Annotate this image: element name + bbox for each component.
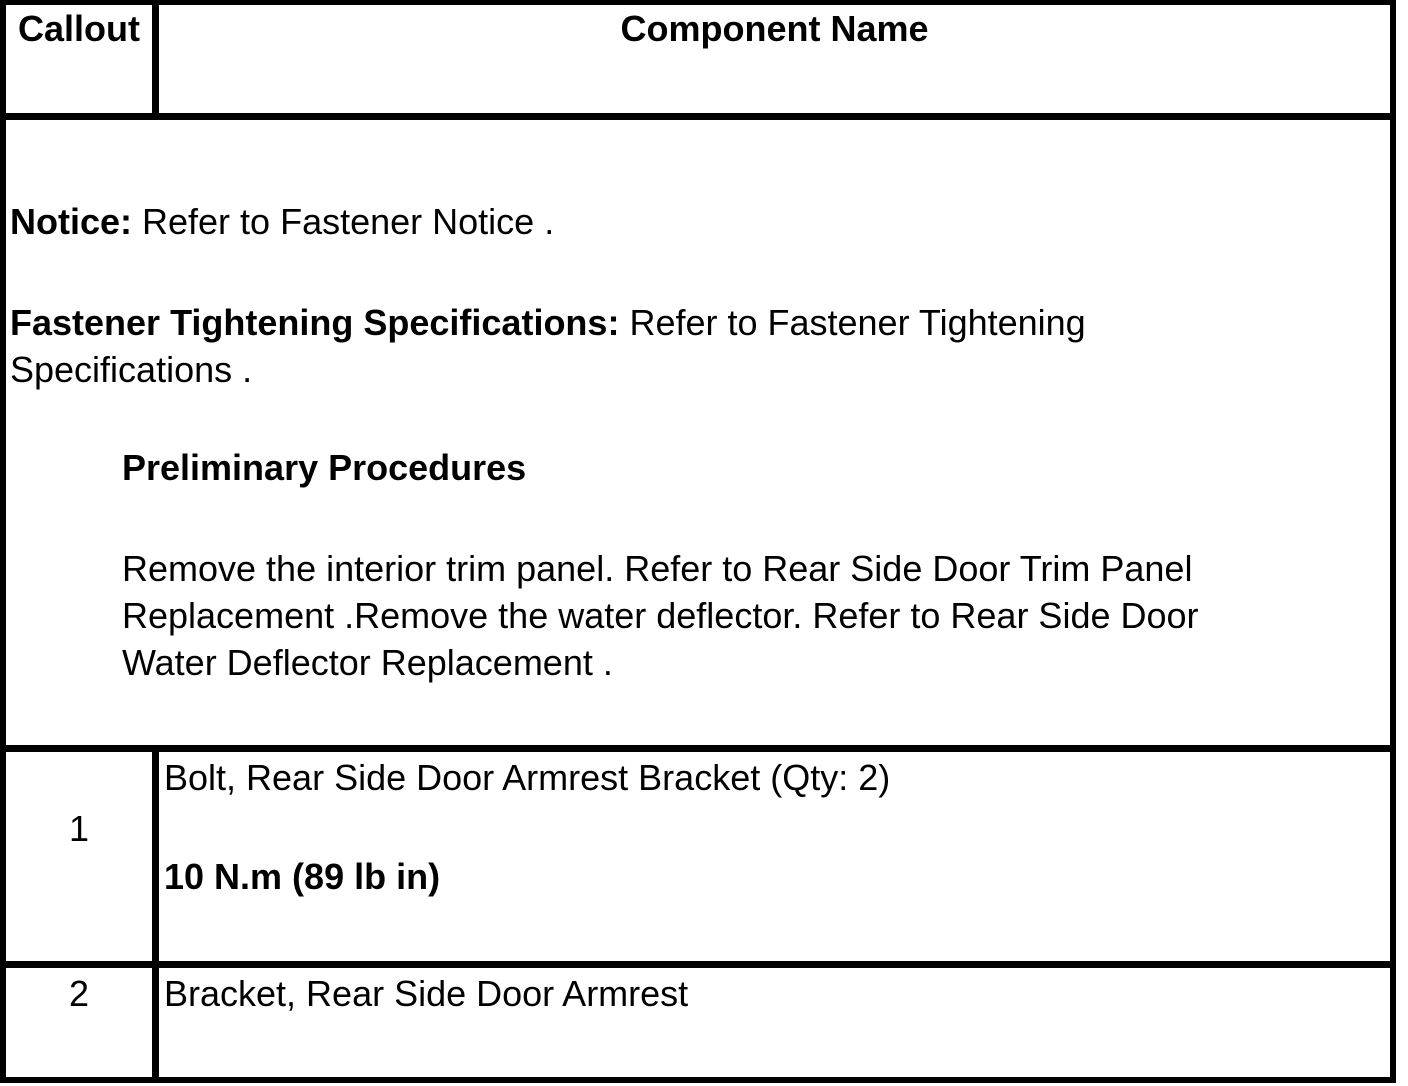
- column-divider-header: [152, 0, 159, 118]
- spec-label: Fastener Tightening Specifications:: [10, 302, 620, 343]
- preliminary-title: Preliminary Procedures: [122, 447, 527, 488]
- column-divider-rows: [152, 747, 159, 1083]
- row-1-component-name: Bolt, Rear Side Door Armrest Bracket (Qty: 2): [164, 757, 891, 798]
- preliminary-line-2: Replacement .Remove the water deflector. Refer to Rear Side Door: [122, 595, 1199, 636]
- spec-text: Refer to Fastener Tightening: [619, 302, 1086, 343]
- notes-divider: [0, 745, 1396, 752]
- row-2-callout: 2: [68, 973, 90, 1014]
- row-1-callout: 1: [68, 808, 90, 849]
- preliminary-line-1: Remove the interior trim panel. Refer to Rear Side Door Trim Panel: [122, 548, 1193, 589]
- notice-text: Refer to Fastener Notice .: [132, 201, 555, 242]
- notice-line: [10, 198, 554, 245]
- notice-label: Notice:: [10, 201, 133, 242]
- spec-line: [10, 299, 1086, 346]
- component-name-header: Component Name: [620, 8, 929, 49]
- callout-header: Callout: [18, 8, 140, 49]
- border-left: [0, 0, 6, 1083]
- header-divider: [0, 113, 1396, 120]
- spec-line-continued: Specifications .: [10, 349, 253, 390]
- border-right: [1390, 0, 1396, 1083]
- preliminary-line-3: Water Deflector Replacement .: [122, 642, 613, 683]
- row-1-torque: 10 N.m (89 lb in): [164, 856, 441, 897]
- row-2-component-name: Bracket, Rear Side Door Armrest: [164, 973, 689, 1014]
- border-bottom: [0, 1077, 1396, 1083]
- row-divider: [0, 961, 1396, 968]
